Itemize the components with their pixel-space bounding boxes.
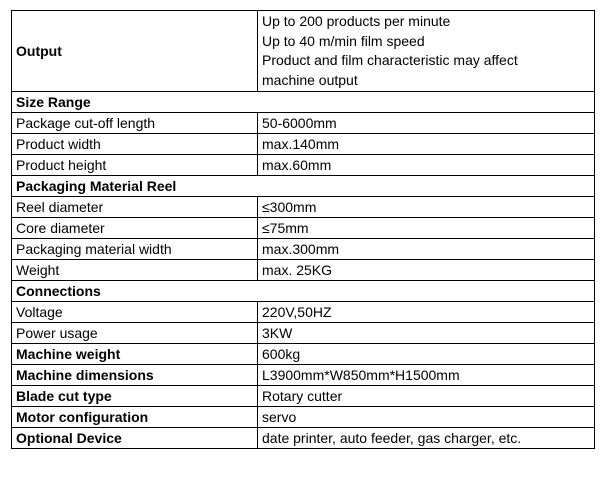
table-row-optional-device xyxy=(12,428,595,449)
row-label: Reel diameter xyxy=(12,197,258,218)
section-title: Size Range xyxy=(12,92,595,113)
table-row-output xyxy=(12,11,595,92)
section-title: Packaging Material Reel xyxy=(12,176,595,197)
row-label: Machine dimensions xyxy=(12,365,258,386)
output-line: Up to 40 m/min film speed xyxy=(262,32,425,49)
table-row xyxy=(12,113,595,134)
table-row xyxy=(12,218,595,239)
table-row-machine-weight xyxy=(12,344,595,365)
table-row xyxy=(12,239,595,260)
table-row xyxy=(12,197,595,218)
section-header-reel xyxy=(12,176,595,197)
row-label: Optional Device xyxy=(12,428,258,449)
row-label: Weight xyxy=(12,260,258,281)
row-value: ≤300mm xyxy=(258,197,595,218)
table-row-motor-configuration xyxy=(12,407,595,428)
row-label: Blade cut type xyxy=(12,386,258,407)
section-title: Connections xyxy=(12,281,595,302)
output-value xyxy=(258,11,595,92)
output-line: machine output xyxy=(262,71,358,88)
table-row-machine-dimensions xyxy=(12,365,595,386)
table-row xyxy=(12,302,595,323)
row-value: 50-6000mm xyxy=(258,113,595,134)
output-line: Product and film characteristic may affect xyxy=(262,52,518,68)
row-value: max.60mm xyxy=(258,155,595,176)
row-value: 220V,50HZ xyxy=(258,302,595,323)
row-label: Package cut-off length xyxy=(12,113,258,134)
section-header-connections xyxy=(12,281,595,302)
row-value: max.140mm xyxy=(258,134,595,155)
row-value: Rotary cutter xyxy=(258,386,595,407)
row-value: 3KW xyxy=(258,323,595,344)
row-value: L3900mm*W850mm*H1500mm xyxy=(258,365,595,386)
output-label: Output xyxy=(12,11,258,92)
row-value: 600kg xyxy=(258,344,595,365)
table-row xyxy=(12,134,595,155)
row-value: servo xyxy=(258,407,595,428)
table-row-blade-cut-type xyxy=(12,386,595,407)
table-row xyxy=(12,323,595,344)
table-row xyxy=(12,260,595,281)
row-label: Machine weight xyxy=(12,344,258,365)
specification-table xyxy=(11,10,595,449)
row-label: Power usage xyxy=(12,323,258,344)
section-header-size-range xyxy=(12,92,595,113)
row-value: max. 25KG xyxy=(258,260,595,281)
row-label: Product height xyxy=(12,155,258,176)
row-label: Packaging material width xyxy=(12,239,258,260)
row-label: Core diameter xyxy=(12,218,258,239)
row-value: ≤75mm xyxy=(258,218,595,239)
row-label: Product width xyxy=(12,134,258,155)
row-value: max.300mm xyxy=(258,239,595,260)
row-value: date printer, auto feeder, gas charger, etc. xyxy=(258,428,595,449)
output-line: Up to 200 products per minute xyxy=(262,13,451,29)
row-label: Voltage xyxy=(12,302,258,323)
table-row xyxy=(12,155,595,176)
row-label: Motor configuration xyxy=(12,407,258,428)
